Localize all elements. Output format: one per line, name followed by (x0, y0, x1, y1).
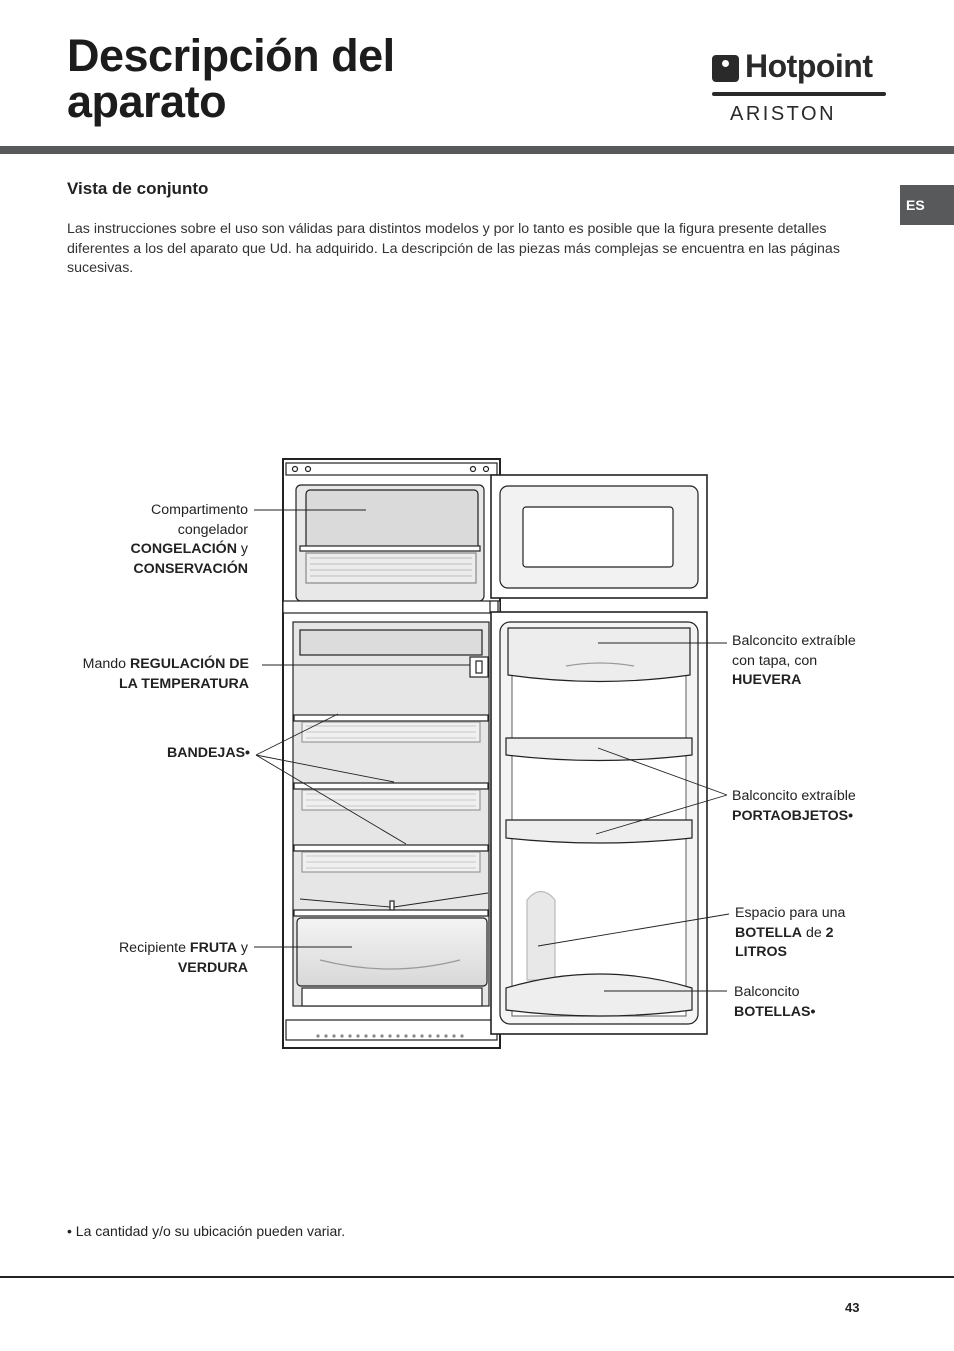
label-bottle-shelf-line-2-bold: BOTELLAS• (734, 1003, 816, 1020)
label-thermostat-line-2 (83, 675, 249, 695)
label-bottle-space-line-2-num: 2 (825, 924, 834, 941)
label-freezer-line-4-bold: CONSERVACIÓN (133, 560, 248, 577)
label-crisper-line-1-bold: FRUTA (189, 940, 237, 956)
label-freezer-line-4 (131, 560, 248, 580)
label-crisper (119, 939, 248, 978)
label-freezer-line-3-rest: y (236, 541, 248, 557)
label-freezer-line-3-bold: CONGELACIÓN (130, 541, 237, 557)
label-bottle-shelf-line-2 (734, 1003, 815, 1023)
label-egg-shelf-line-2: con tapa, con (732, 652, 818, 669)
fridge-diagram (0, 450, 954, 1060)
label-thermostat-line-2-bold: LA TEMPERATURA (118, 675, 249, 692)
footer-rule (0, 1276, 954, 1278)
label-bottle-shelf (734, 983, 815, 1022)
label-door-shelf-line-2 (732, 807, 856, 827)
label-bottle-space (735, 904, 845, 963)
label-thermostat-line-1 (83, 655, 249, 675)
label-bottle-space-line-3 (735, 943, 845, 963)
label-crisper-line-2-bold: VERDURA (177, 959, 248, 976)
page-title (67, 30, 395, 127)
label-door-shelf (732, 787, 856, 826)
label-bottle-space-line-2-bold: BOTELLA (735, 924, 802, 941)
hotpoint-logo-icon (712, 55, 739, 82)
label-egg-shelf-line-3-bold: HUEVERA (732, 672, 802, 688)
logo-divider (712, 92, 886, 96)
label-freezer-line-1: Compartimento (151, 502, 248, 518)
label-bottle-space-line-3-bold: LITROS (735, 944, 788, 960)
page-title-line-2: aparato (67, 76, 227, 127)
label-bottle-space-line-2-mid: de (802, 924, 826, 941)
label-shelves-text: BANDEJAS• (166, 745, 250, 761)
label-crisper-line-1-rest: y (236, 940, 248, 956)
label-thermostat-line-1-prefix: Mando (82, 656, 130, 672)
label-freezer-line-3 (131, 540, 248, 560)
label-freezer (131, 501, 248, 579)
label-bottle-space-line-1: Espacio para una (735, 905, 846, 921)
label-thermostat (83, 655, 249, 694)
intro-paragraph: Las instrucciones sobre el uso son válidas para distintos modelos y por lo tanto es posible que la figura presente detalles diferentes a los del aparato que Ud. ha adquirido. La descripción de las piezas más complejas se encuentra en las páginas sucesivas. (67, 221, 840, 276)
page-number: 43 (845, 1300, 860, 1315)
label-door-shelf-line-2-bold: PORTAOBJETOS• (732, 807, 854, 824)
label-egg-shelf (732, 632, 856, 691)
label-crisper-line-1-prefix: Recipiente (118, 940, 190, 956)
label-thermostat-line-1-bold: REGULACIÓN DE (129, 656, 249, 672)
page-title-line-1: Descripción del (67, 30, 395, 81)
label-bottle-shelf-line-1: Balconcito (734, 984, 800, 1000)
label-shelves (167, 744, 250, 764)
section-title: Vista de conjunto (67, 179, 209, 198)
label-freezer-line-2: congelador (177, 521, 248, 538)
label-egg-shelf-line-1: Balconcito extraíble (732, 633, 856, 649)
label-egg-shelf-line-3 (732, 671, 856, 691)
label-crisper-line-2 (119, 959, 248, 979)
label-bottle-space-line-2 (735, 924, 845, 944)
footnote: • La cantidad y/o su ubicación pueden variar. (67, 1223, 346, 1239)
language-tab: ES (900, 185, 954, 225)
logo-brand-bottom: ARISTON (730, 103, 837, 125)
logo-brand-top: Hotpoint (745, 48, 873, 84)
label-door-shelf-line-1: Balconcito extraíble (732, 788, 856, 804)
label-crisper-line-1 (119, 939, 248, 959)
header-bar (0, 146, 954, 154)
hotpoint-ariston-logo (712, 50, 888, 126)
